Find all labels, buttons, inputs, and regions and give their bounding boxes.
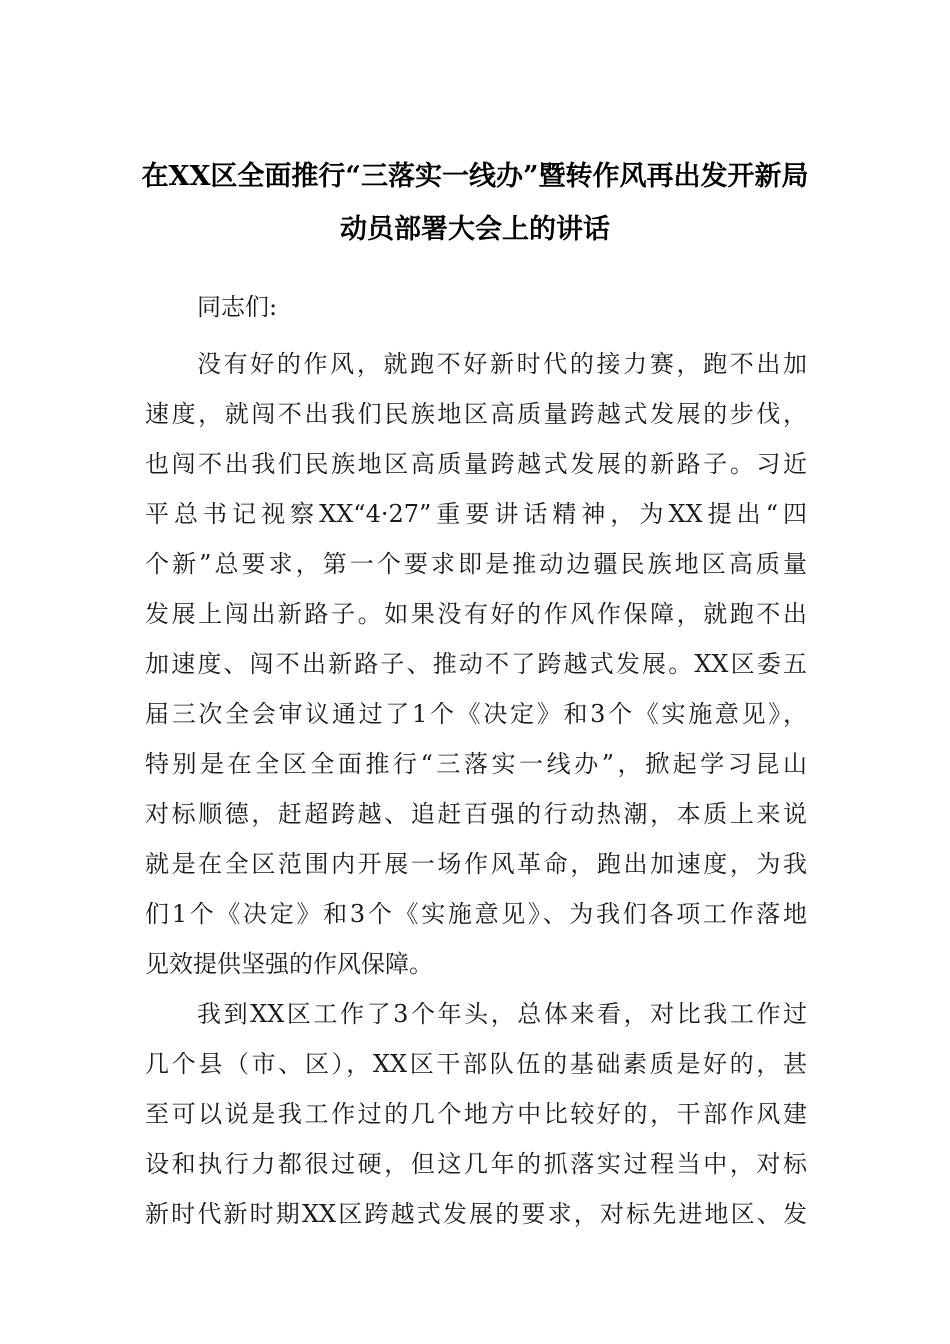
document-body bbox=[145, 282, 807, 1239]
paragraph-1 bbox=[145, 339, 807, 989]
paragraph-line: 速度，就闯不出我们民族地区高质量跨越式发展的步伐， bbox=[145, 400, 807, 428]
paragraph-line: 发展上闯出新路子。如果没有好的作风作保障，就跑不出 bbox=[145, 600, 807, 628]
paragraph-line: 就是在全区范围内开展一场作风革命，跑出加速度，为我 bbox=[145, 850, 807, 878]
paragraph-line: 个新”总要求，第一个要求即是推动边疆民族地区高质量 bbox=[145, 550, 807, 578]
paragraph-line: 平总书记视察XX“4·27”重要讲话精神，为XX提出“四 bbox=[145, 500, 807, 528]
paragraph-line: 加速度、闯不出新路子、推动不了跨越式发展。XX区委五 bbox=[145, 650, 807, 678]
title-line-2: 动员部署大会上的讲话 bbox=[340, 214, 610, 245]
paragraph-line: 们1个《决定》和3个《实施意见》、为我们各项工作落地 bbox=[145, 900, 807, 928]
paragraph-line: 没有好的作风，就跑不好新时代的接力赛，跑不出加 bbox=[197, 350, 807, 378]
paragraph-line: 也闯不出我们民族地区高质量跨越式发展的新路子。习近 bbox=[145, 450, 807, 478]
paragraph-line: 届三次全会审议通过了1个《决定》和3个《实施意见》， bbox=[145, 700, 807, 728]
paragraph-2 bbox=[145, 989, 807, 1239]
paragraph-line: 设和执行力都很过硬，但这几年的抓落实过程当中，对标 bbox=[145, 1150, 807, 1178]
title-line-1: 在XX区全面推行“三落实一线办”暨转作风再出发开新局 bbox=[141, 161, 809, 192]
document-title bbox=[120, 150, 830, 256]
paragraph-line: 我到XX区工作了3个年头，总体来看，对比我工作过 bbox=[197, 1000, 807, 1028]
paragraph-line: 见效提供坚强的作风保障。 bbox=[145, 950, 433, 978]
paragraph-line: 对标顺德，赶超跨越、追赶百强的行动热潮，本质上来说 bbox=[145, 800, 807, 828]
paragraph-line: 至可以说是我工作过的几个地方中比较好的，干部作风建 bbox=[145, 1100, 807, 1128]
paragraph-line: 几个县（市、区），XX区干部队伍的基础素质是好的，甚 bbox=[145, 1050, 807, 1078]
greeting: 同志们: bbox=[197, 293, 278, 321]
paragraph-line: 特别是在全区全面推行“三落实一线办”，掀起学习昆山 bbox=[145, 750, 807, 778]
paragraph-line: 新时代新时期XX区跨越式发展的要求，对标先进地区、发 bbox=[145, 1200, 807, 1228]
